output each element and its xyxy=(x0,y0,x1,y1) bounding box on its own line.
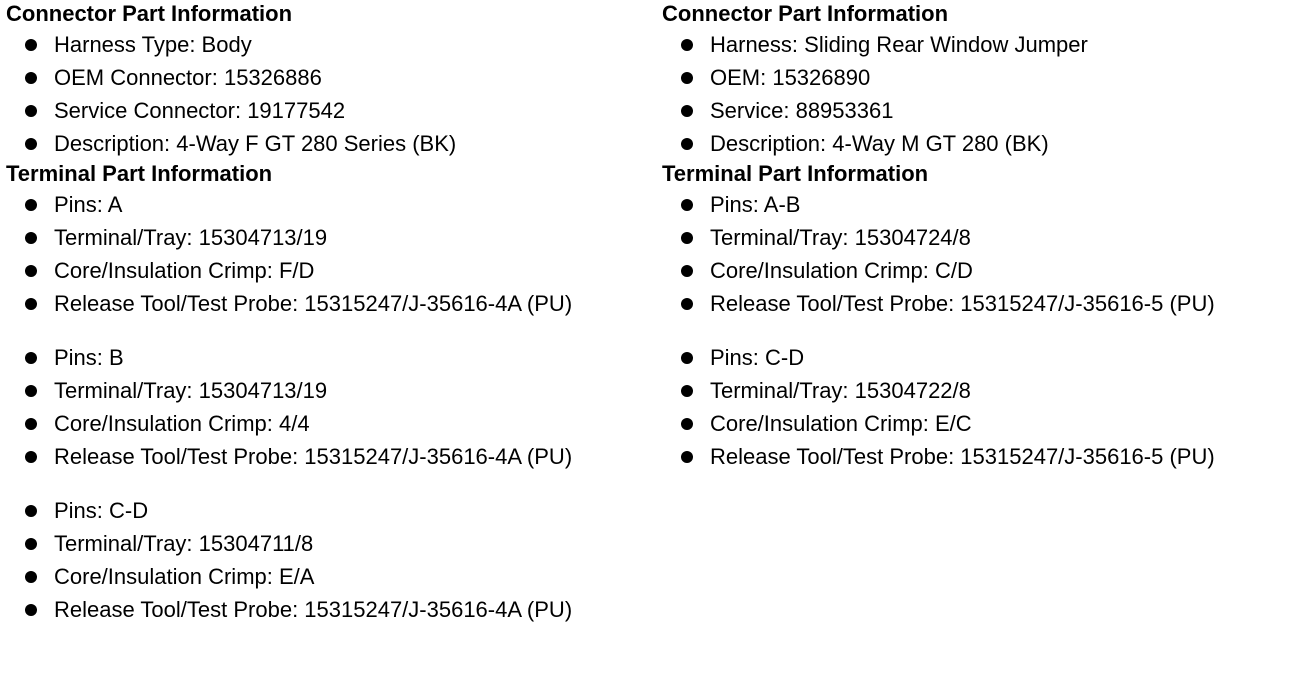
list-item xyxy=(6,494,656,527)
terminal-group-pins-a-b xyxy=(662,188,1302,320)
bullet-icon xyxy=(25,505,37,517)
bullet-icon xyxy=(25,385,37,397)
bullet-icon xyxy=(681,298,693,310)
list-item xyxy=(662,407,1302,440)
bullet-icon xyxy=(25,72,37,84)
crimp-text: Core/Insulation Crimp: F/D xyxy=(54,258,315,283)
description-text: Description: 4-Way F GT 280 Series (BK) xyxy=(54,131,457,156)
bullet-icon xyxy=(25,451,37,463)
release-tool-text: Release Tool/Test Probe: 15315247/J-35616-4A (PU) xyxy=(54,597,573,622)
release-tool-text: Release Tool/Test Probe: 15315247/J-35616-5 (PU) xyxy=(710,291,1215,316)
list-item xyxy=(662,28,1302,61)
list-item xyxy=(6,440,656,473)
list-item xyxy=(6,593,656,626)
bullet-icon xyxy=(25,199,37,211)
list-item xyxy=(662,61,1302,94)
bullet-icon xyxy=(25,232,37,244)
bullet-icon xyxy=(681,72,693,84)
bullet-icon xyxy=(681,105,693,117)
list-item xyxy=(662,221,1302,254)
bullet-icon xyxy=(681,138,693,150)
list-item xyxy=(6,341,656,374)
list-item xyxy=(662,287,1302,320)
bullet-icon xyxy=(681,418,693,430)
terminal-group-pins-c-d xyxy=(6,494,656,626)
terminal-part-information-heading: Terminal Part Information xyxy=(6,161,273,186)
terminal-group-pins-c-d xyxy=(662,341,1302,473)
list-item xyxy=(6,254,656,287)
list-item xyxy=(662,341,1302,374)
pins-text: Pins: C-D xyxy=(54,498,149,523)
bullet-icon xyxy=(25,418,37,430)
terminal-tray-text: Terminal/Tray: 15304724/8 xyxy=(710,225,971,250)
terminal-tray-text: Terminal/Tray: 15304711/8 xyxy=(54,531,314,556)
terminal-group-pins-a xyxy=(6,188,656,320)
connector-info-list xyxy=(6,28,656,160)
service-connector-text: Service Connector: 19177542 xyxy=(54,98,346,123)
release-tool-text: Release Tool/Test Probe: 15315247/J-35616-4A (PU) xyxy=(54,444,573,469)
terminal-tray-text: Terminal/Tray: 15304722/8 xyxy=(710,378,971,403)
list-item xyxy=(662,94,1302,127)
list-item xyxy=(6,94,656,127)
crimp-text: Core/Insulation Crimp: C/D xyxy=(710,258,973,283)
terminal-part-information-heading: Terminal Part Information xyxy=(662,161,929,186)
list-item xyxy=(6,28,656,61)
harness-type-text: Harness Type: Body xyxy=(54,32,252,57)
left-connector-column xyxy=(6,0,656,626)
bullet-icon xyxy=(25,39,37,51)
bullet-icon xyxy=(25,571,37,583)
list-item xyxy=(6,221,656,254)
list-item xyxy=(6,188,656,221)
crimp-text: Core/Insulation Crimp: 4/4 xyxy=(54,411,310,436)
oem-text: OEM: 15326890 xyxy=(710,65,871,90)
release-tool-text: Release Tool/Test Probe: 15315247/J-35616-4A (PU) xyxy=(54,291,573,316)
harness-text: Harness: Sliding Rear Window Jumper xyxy=(710,32,1088,57)
bullet-icon xyxy=(25,298,37,310)
bullet-icon xyxy=(681,232,693,244)
bullet-icon xyxy=(25,265,37,277)
list-item xyxy=(6,61,656,94)
connector-info-list xyxy=(662,28,1302,160)
bullet-icon xyxy=(25,604,37,616)
bullet-icon xyxy=(25,352,37,364)
release-tool-text: Release Tool/Test Probe: 15315247/J-35616-5 (PU) xyxy=(710,444,1215,469)
bullet-icon xyxy=(681,352,693,364)
bullet-icon xyxy=(25,105,37,117)
pins-text: Pins: C-D xyxy=(710,345,805,370)
list-item xyxy=(662,188,1302,221)
list-item xyxy=(662,374,1302,407)
list-item xyxy=(6,287,656,320)
connector-part-information-heading: Connector Part Information xyxy=(662,1,949,26)
connector-part-information-heading: Connector Part Information xyxy=(6,1,293,26)
pins-text: Pins: B xyxy=(54,345,124,370)
pins-text: Pins: A xyxy=(54,192,123,217)
list-item xyxy=(6,407,656,440)
oem-connector-text: OEM Connector: 15326886 xyxy=(54,65,322,90)
list-item xyxy=(662,254,1302,287)
right-connector-column xyxy=(662,0,1302,473)
list-item xyxy=(662,440,1302,473)
list-item xyxy=(6,374,656,407)
bullet-icon xyxy=(681,199,693,211)
bullet-icon xyxy=(25,138,37,150)
terminal-group-pins-b xyxy=(6,341,656,473)
bullet-icon xyxy=(25,538,37,550)
service-text: Service: 88953361 xyxy=(710,98,894,123)
terminal-tray-text: Terminal/Tray: 15304713/19 xyxy=(54,378,328,403)
bullet-icon xyxy=(681,265,693,277)
list-item xyxy=(6,127,656,160)
crimp-text: Core/Insulation Crimp: E/C xyxy=(710,411,972,436)
bullet-icon xyxy=(681,385,693,397)
bullet-icon xyxy=(681,451,693,463)
bullet-icon xyxy=(681,39,693,51)
crimp-text: Core/Insulation Crimp: E/A xyxy=(54,564,315,589)
terminal-tray-text: Terminal/Tray: 15304713/19 xyxy=(54,225,328,250)
list-item xyxy=(6,560,656,593)
list-item xyxy=(6,527,656,560)
list-item xyxy=(662,127,1302,160)
pins-text: Pins: A-B xyxy=(710,192,801,217)
description-text: Description: 4-Way M GT 280 (BK) xyxy=(710,131,1049,156)
